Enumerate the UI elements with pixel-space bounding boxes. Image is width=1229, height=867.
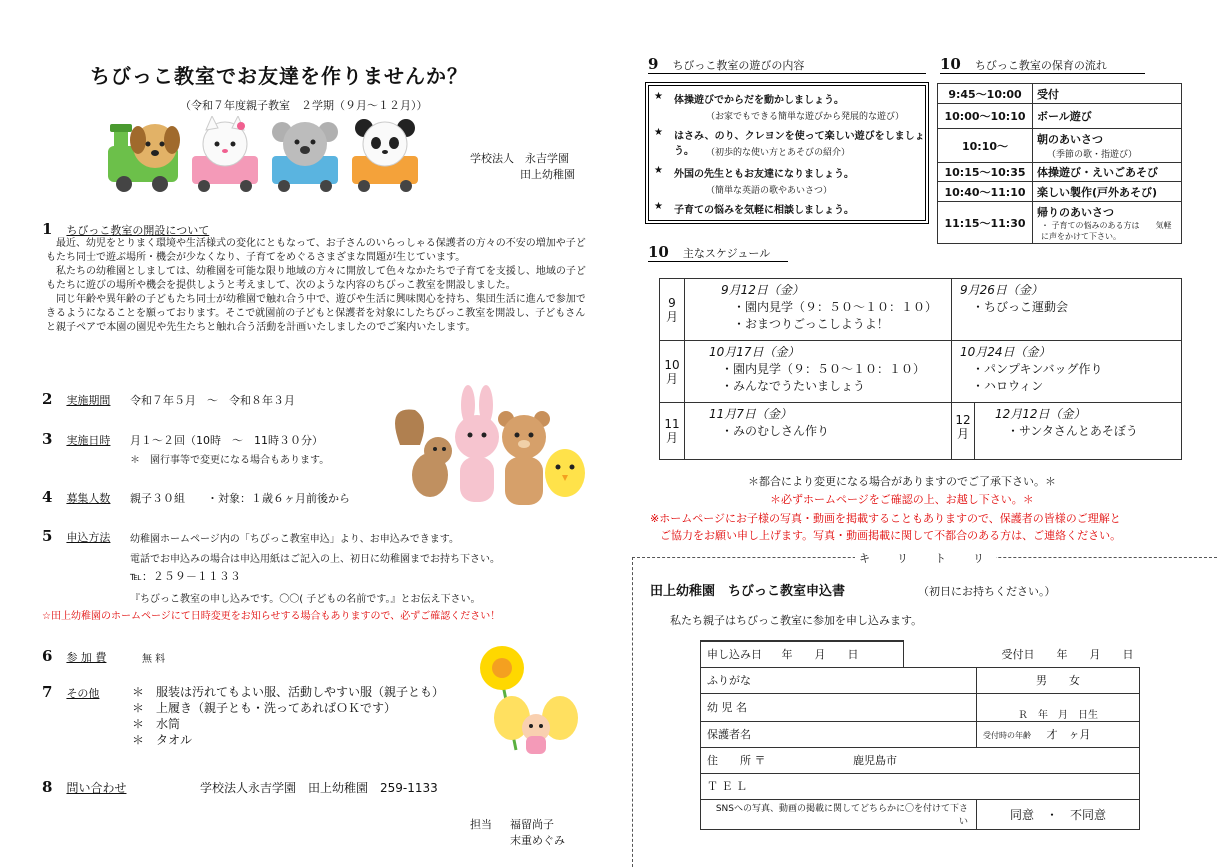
flow-activity: 体操遊び・えいごあそび [1033,163,1182,182]
list-item: ＊ 服装は汚れてもよい服、活動しやすい服（親子とも） [132,685,445,699]
squirrel-icon [395,409,452,497]
month-cell [660,341,685,403]
section-2-header [42,390,110,408]
flow-note: （季節の歌・指遊び） [1047,150,1138,160]
section-number: 10 [648,243,669,261]
section-label: 問い合わせ [66,781,127,795]
butterfly-icon [494,696,578,754]
month-number: 12 [955,413,971,427]
subtitle: （令和７年度親子教室 ２学期（９月～１２月）） [180,99,428,112]
flower-butterfly-illustration [472,640,582,760]
flow-time: 10:15～10:35 [938,163,1033,182]
event-cell [685,341,952,403]
table-row [938,182,1182,202]
cut-line-vertical [632,557,633,867]
section-label: 参 加 費 [66,651,107,664]
play-item-sub: （お家でもできる簡単な遊びから発展的な遊び） [706,112,905,122]
sns-consent[interactable] [977,799,1140,829]
event-item: ・園内見学（９：５０～１０：１０） [733,300,938,314]
section-label: 募集人数 [66,492,111,505]
event-date: 10月17日（金） [709,345,800,359]
flow-time: 9:45～10:00 [938,84,1033,104]
month-cell [660,403,685,460]
event-cell [952,279,1182,341]
play-item-sub: （初歩的な使い方とあそびの紹介） [706,148,851,158]
section-number: 9 [648,55,659,73]
age-field[interactable] [977,721,1140,747]
time-note: ＊ 園行事等で変更になる場合もあります。 [130,455,330,466]
event-date: 12月12日（金） [995,407,1086,421]
paragraph: 同じ年齢や異年齢の子どもたち同士が幼稚園で触れ合う中で、遊びや生活に興味関心を持ち、集団生活に進んで参加できるようになることを願っております。そこで就園前の子どもと保護者を対象にしたちびっこ教室を開設し、子どもさんと親子ペアで本園の園児や先生たちと触れ合う活動を計画いたしましたのでご案内いたします。 [46,294,586,333]
section-number: 5 [42,527,53,545]
staff-name: 福留尚子 [510,818,554,831]
school-name: 田上幼稚園 [520,168,575,181]
event-cell [952,341,1182,403]
list-item: ＊ 水筒 [132,717,181,731]
table-row [938,129,1182,163]
flow-time: 10:10～ [938,129,1033,163]
event-item: ・みんなでうたいましょう [721,379,866,393]
table-row [660,403,1182,460]
flow-table [937,83,1182,244]
child-name-label: 幼 児 名 [707,701,747,714]
list-item: ＊ タオル [132,733,193,747]
section-number: 4 [42,488,53,506]
section-label: 申込方法 [66,531,111,544]
address-label: 住 所 〒 [707,754,766,767]
form-title-note: （初日にお持ちください。） [918,585,1056,598]
month-unit: 月 [665,371,678,386]
section-9-header [648,55,926,74]
other-list [132,684,444,748]
org-name: 学校法人 永吉学園 [470,152,569,165]
event-date: 11月7日（金） [709,407,792,421]
section-label: 主なスケジュール [682,247,771,260]
flow-activity-cell [1033,129,1182,163]
train-illustration [100,116,430,196]
play-item-main: はさみ、のり、クレヨンを使って楽しい遊びをしましょう。 [674,131,925,157]
age-label: 受付時の年齢 [983,731,1031,740]
table-row [938,202,1182,244]
section-label: ちびっこ教室の保育の流れ [974,59,1107,72]
sns-question [701,799,977,829]
contact-value: 学校法人永吉学園 田上幼稚園 259-1133 [200,781,438,795]
table-row [701,799,1140,829]
table-row [701,667,1140,693]
event-item: ・園内見学（９：５０～１０：１０） [721,362,926,376]
month-cell [952,403,975,459]
event-item: ・パンプキンバッグ作り [972,362,1103,376]
consent-options: 同意 ・ 不同意 [1009,807,1106,822]
date-cell [701,641,904,667]
date-label: 申し込み日 [707,648,762,662]
gender-options: 男 女 [1036,674,1080,687]
date-fields: 年 月 日 [781,648,859,662]
section-number: 6 [42,647,53,665]
furigana-field[interactable] [701,667,977,693]
cut-label: キ リ ト リ [855,550,996,566]
main-title: ちびっこ教室でお友達を作りませんか？ [90,64,468,88]
flow-activity: 帰りのあいさつ [1037,205,1114,219]
homepage-notice: ＊必ずホームページをご確認の上、お越し下さい。＊ [770,493,1034,506]
event-cell [685,403,952,460]
event-item: ・ハロウィン [972,379,1044,393]
furigana-label: ふりがな [707,674,751,687]
flow-activity: 楽しい製作(戸外あそび) [1033,182,1182,202]
period-value: 令和７年５月 ～ 令和８年３月 [130,394,295,407]
bear-icon [498,411,550,505]
paragraph: 最近、幼児をとりまく環境や生活様式の変化にともなって、お子さんのいらっしゃる保護者の方々の不安の増加や子どもたち同士で遊ぶ場所・機会が少なくなり、子育てをめぐるさまざまな問題が生じています。 [46,238,586,263]
event-cell [685,279,952,341]
month-number: 11 [664,417,680,431]
animals-illustration [390,385,590,510]
event-date: 9月26日（金） [960,283,1043,297]
event-item: ・みのむしさん作り [721,424,830,438]
list-item: ＊ 上履き（親子とも・洗ってあればＯＫです） [132,701,397,715]
section-label: ちびっこ教室の開設について [66,224,210,237]
event-item: ・ちびっこ運動会 [972,300,1069,314]
month-number: 10 [664,357,680,372]
chick-icon [545,449,585,497]
flow-time: 10:40～11:10 [938,182,1033,202]
apply-line: 幼稚園ホームページ内の「ちびっこ教室申込」より、お申込みできます。 [130,534,459,545]
guardian-name-label: 保護者名 [707,728,751,741]
section-label: 実施期間 [66,394,111,407]
section-number: 1 [42,220,53,238]
month-unit: 月 [665,431,678,445]
event-cell [952,403,1182,460]
play-item-main: 子育ての悩みを気軽に相談しましょう。 [674,205,854,216]
tel-field[interactable] [701,773,1140,799]
play-item-star: ★ [654,201,663,212]
table-row [938,163,1182,182]
capacity-value: 親子３０組 ・対象：１歳６ヶ月前後から [130,492,350,505]
play-item-main: 外国の先生ともお友達になりましょう。 [674,169,854,180]
child-name-field[interactable] [701,693,977,721]
photo-notice-line1: ※ホームページにお子様の写真・動画を掲載することもありますので、保護者の皆様のご理解と [650,512,1121,525]
form-intro: 私たち親子はちびっこ教室に参加を申し込みます。 [670,614,923,627]
event-item: ・おまつりごっこしようよ！ [733,317,889,331]
section-number: 3 [42,430,53,448]
play-content-box [645,82,929,224]
table-row [701,721,1140,747]
flow-activity: 朝のあいさつ [1037,133,1103,146]
flow-activity: ボール遊び [1033,104,1182,129]
section-number: 7 [42,683,53,701]
paragraph: 私たちの幼稚園としましては、幼稚園を可能な限り地域の方々に開放して色々なかたちで子育てを支援し、地域の子どもたちに遊びの場所や機会を提供しようと考えまして、次のような内容のちびっこ教室を開設しました。 [46,266,586,291]
section-5-header [42,527,110,545]
month-cell [660,279,685,341]
table-row [660,279,1182,341]
guardian-name-field[interactable] [701,721,977,747]
photo-notice-line2: ご協力をお願い申し上げます。写真・動画掲載に関して不都合のある方は、ご連絡ください。 [660,529,1122,542]
month-unit: 月 [956,427,969,441]
flow-header [940,55,1145,74]
play-item-star: ★ [654,165,663,176]
birth-date: Ｒ 年 月 日生 [1018,709,1098,721]
section-label: その他 [66,687,100,700]
month-unit: 月 [665,309,678,324]
fee-value: 無 料 [142,654,166,665]
schedule-note: ＊都合により変更になる場合がありますのでご了承下さい。＊ [748,475,1056,488]
section-6-header [42,647,106,665]
locomotive-icon [108,124,180,192]
rabbit-icon [455,385,499,502]
age-value: 才 ヶ月 [1046,728,1091,741]
apply-line: 電話でお申込みの場合は申込用紙はご記入の上、初日に幼稚園までお持ち下さい。 [130,554,500,565]
birth-field[interactable] [977,693,1140,721]
play-item-main: 体操遊びでからだを動かしましょう。 [674,95,844,106]
received-cell [904,641,1140,667]
gender-field[interactable] [977,667,1140,693]
cat-car-icon [192,116,258,192]
section-number: 2 [42,390,53,408]
flow-activity: 受付 [1033,84,1182,104]
form-title: 田上幼稚園 ちびっこ教室申込書 [650,584,846,599]
city: 鹿児島市 [853,754,897,767]
apply-line: 『ちびっこ教室の申し込みです。〇〇( 子どもの名前です。』とお伝え下さい。 [130,594,481,605]
table-row [701,693,1140,721]
staff-label: 担当 [470,818,492,831]
application-form [700,640,1140,830]
flow-time: 10:00～10:10 [938,104,1033,129]
section-3-header [42,430,110,448]
panda-car-icon [352,119,418,192]
time-value: 月１～２回（10時 ～ 11時３０分） [130,434,323,447]
table-row [938,104,1182,129]
schedule-table [659,278,1182,460]
address-field[interactable] [701,747,1140,773]
staff-name: 末重めぐみ [510,834,565,847]
play-item-star: ★ [654,127,663,138]
flow-note: ・ 子育ての悩みのある方は 気軽に声をかけて下さい。 [1041,220,1172,241]
flow-time: 11:15～11:30 [938,202,1033,244]
section-number: 10 [940,55,961,73]
section-4-header [42,488,110,506]
tel-label: Ｔ Ｅ Ｌ [707,780,747,793]
table-row [938,84,1182,104]
section-label: ちびっこ教室の遊びの内容 [672,59,805,72]
table-row [701,773,1140,799]
apply-phone: ℡：２５９－１１３３ [130,570,241,583]
table-row [660,341,1182,403]
table-row [701,641,1140,667]
table-row [701,747,1140,773]
section-1-body [46,237,594,335]
section-label: 実施日時 [66,434,111,447]
event-date: 10月24日（金） [960,345,1051,359]
sns-label: SNSへの写真、動画の掲載に関してどちらかに〇を付けて下さい [715,804,968,827]
koala-car-icon [272,122,338,192]
section-1-header [42,220,209,238]
section-8-header [42,778,126,796]
section-7-header [42,683,99,701]
event-item: ・サンタさんとあそぼう [1007,424,1138,438]
flow-activity-cell [1033,202,1182,244]
month-number: 9 [668,295,676,310]
play-item-star: ★ [654,91,663,102]
homepage-warning: ☆田上幼稚園のホームページにて日時変更をお知らせする場合もありますので、必ずご確認ください！ [42,611,501,622]
play-item-sub: （簡単な英語の歌やあいさつ） [706,186,833,196]
event-date: 9月12日（金） [721,283,804,297]
schedule-header [648,243,788,262]
section-number: 8 [42,778,53,796]
received-date: 受付日 年 月 日 [1001,647,1134,661]
